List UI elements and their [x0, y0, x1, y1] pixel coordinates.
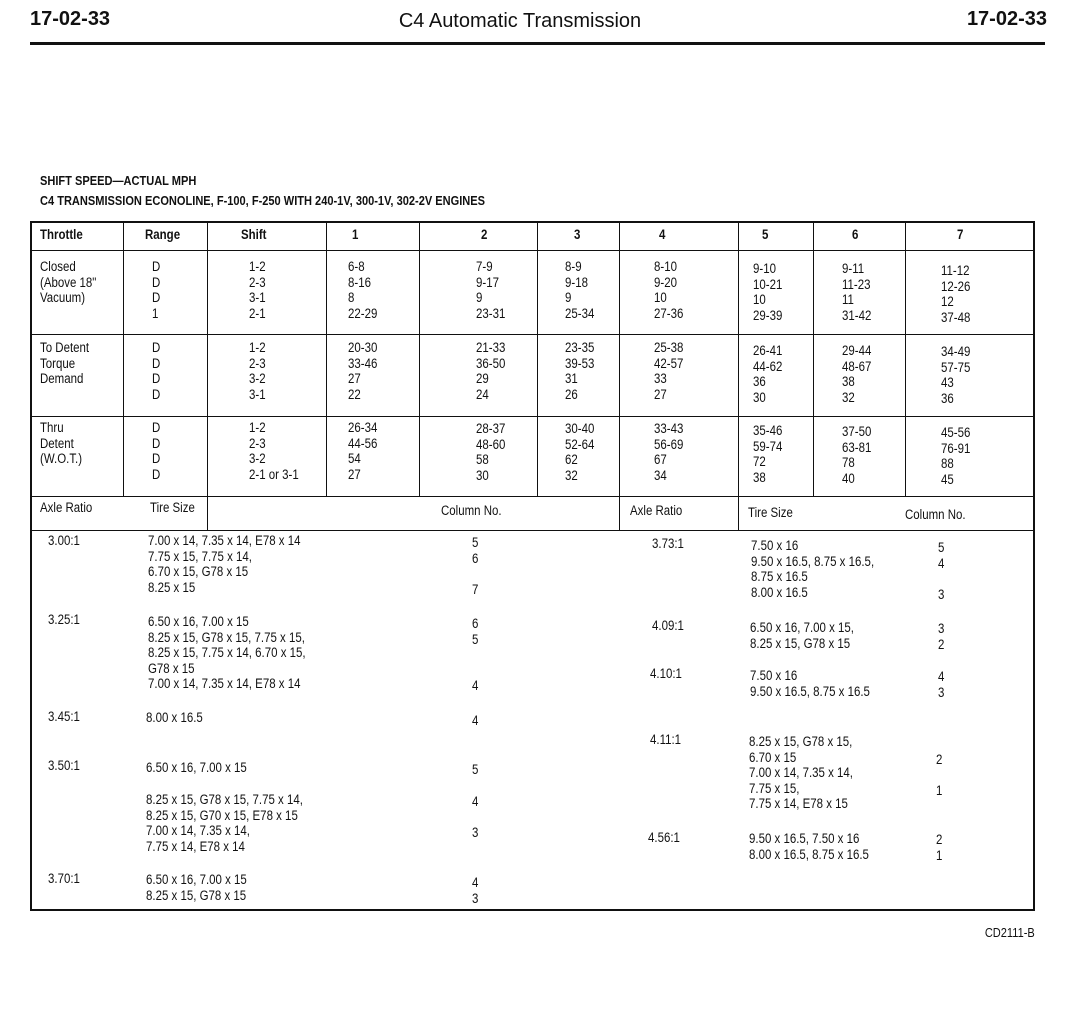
- shift-cell: 1-2 2-3 3-1 2-1: [249, 259, 266, 321]
- tire-sizes: 7.50 x 16 9.50 x 16.5, 8.75 x 16.5: [750, 668, 870, 699]
- column-no-header-right: Column No.: [905, 507, 966, 522]
- throttle-cell: Closed (Above 18" Vacuum): [40, 259, 97, 305]
- throttle-cell: To Detent Torque Demand: [40, 340, 90, 386]
- tire-sizes: 8.25 x 15, G78 x 15, 7.75 x 14, 8.25 x 15, G70 x 15, E78 x 15 7.00 x 14, 7.35 x 14, 7.75 x 14, E78 x 14: [146, 792, 303, 854]
- speed-cell: 28-37 48-60 58 30: [476, 421, 506, 483]
- header-col-1: 1: [352, 227, 359, 242]
- axle-header-divider: [30, 530, 1035, 531]
- tire-sizes: 8.25 x 15, G78 x 15, 6.70 x 15 7.00 x 14, 7.35 x 14, 7.75 x 15, 7.75 x 14, E78 x 15: [749, 734, 853, 811]
- axle-ratio: 3.00:1: [48, 533, 80, 548]
- axle-ratio: 3.50:1: [48, 758, 80, 773]
- range-cell: D D D D: [152, 340, 161, 402]
- header-col-5: 5: [762, 227, 769, 242]
- speed-cell: 23-35 39-53 31 26: [565, 340, 595, 402]
- column-divider: [905, 221, 906, 496]
- column-numbers: 6 5 4: [472, 616, 479, 693]
- header-col-2: 2: [481, 227, 488, 242]
- axle-ratio: 4.10:1: [650, 666, 682, 681]
- column-numbers: 5 6 7: [472, 535, 479, 597]
- header-col-3: 3: [574, 227, 581, 242]
- speed-cell: 21-33 36-50 29 24: [476, 340, 506, 402]
- header-rule: [30, 42, 1045, 45]
- tire-sizes: 8.00 x 16.5: [146, 710, 203, 725]
- header-col-7: 7: [957, 227, 964, 242]
- header-col-4: 4: [659, 227, 666, 242]
- header-range: Range: [145, 227, 181, 242]
- header-row-divider: [30, 250, 1035, 251]
- axle-ratio-header-right: Axle Ratio: [630, 503, 683, 518]
- tire-size-header-right: Tire Size: [748, 505, 793, 520]
- header-throttle: Throttle: [40, 227, 83, 242]
- page-title: C4 Automatic Transmission: [398, 10, 642, 32]
- tire-sizes: 6.50 x 16, 7.00 x 15 8.25 x 15, G78 x 15: [146, 872, 247, 903]
- table-caption-line1: SHIFT SPEED—ACTUAL MPH: [40, 173, 197, 188]
- speed-cell: 25-38 42-57 33 27: [654, 340, 684, 402]
- speed-cell: 9-10 10-21 10 29-39: [753, 261, 783, 323]
- column-numbers: 2 1: [936, 751, 943, 798]
- tire-sizes: 7.00 x 14, 7.35 x 14, E78 x 14 7.75 x 15, 7.75 x 14, 6.70 x 15, G78 x 15 8.25 x 15: [148, 533, 301, 595]
- speed-cell: 30-40 52-64 62 32: [565, 421, 595, 483]
- column-numbers: 4 3: [938, 669, 945, 700]
- figure-code: CD2111-B: [985, 925, 1035, 940]
- column-divider: [123, 221, 124, 496]
- row-divider: [30, 416, 1035, 417]
- page-number-right: 17-02-33: [966, 8, 1047, 30]
- column-numbers: 2 1: [936, 832, 943, 863]
- speed-cell: 6-8 8-16 8 22-29: [348, 259, 378, 321]
- page-number-left: 17-02-33: [30, 8, 111, 30]
- tire-sizes: 6.50 x 16, 7.00 x 15 8.25 x 15, G78 x 15, 7.75 x 15, 8.25 x 15, 7.75 x 14, 6.70 x 15, G78 x 15 7.00 x 14, 7.35 x 14, E78 x 14: [148, 614, 306, 691]
- column-numbers: 5: [472, 762, 479, 777]
- speed-cell: 37-50 63-81 78 40: [842, 424, 872, 486]
- axle-ratio: 4.09:1: [652, 618, 684, 633]
- tire-size-header: Tire Size: [150, 500, 195, 515]
- speed-cell: 26-41 44-62 36 30: [753, 343, 783, 405]
- row-divider: [30, 496, 1035, 497]
- column-numbers: 4 3: [472, 875, 479, 906]
- speed-cell: 11-12 12-26 12 37-48: [941, 263, 971, 325]
- speed-cell: 8-10 9-20 10 27-36: [654, 259, 684, 321]
- speed-cell: 26-34 44-56 54 27: [348, 420, 378, 482]
- column-divider: [738, 221, 739, 530]
- column-numbers: 3 2: [938, 621, 945, 652]
- tire-sizes: 6.50 x 16, 7.00 x 15: [146, 760, 247, 775]
- speed-cell: 29-44 48-67 38 32: [842, 343, 872, 405]
- table-caption-line2: C4 TRANSMISSION ECONOLINE, F-100, F-250 WITH 240-1V, 300-1V, 302-2V ENGINES: [40, 193, 486, 208]
- tire-sizes: 7.50 x 16 9.50 x 16.5, 8.75 x 16.5, 8.75 x 16.5 8.00 x 16.5: [751, 538, 875, 600]
- speed-cell: 35-46 59-74 72 38: [753, 423, 783, 485]
- range-cell: D D D 1: [152, 259, 161, 321]
- speed-cell: 34-49 57-75 43 36: [941, 344, 971, 406]
- column-divider: [813, 221, 814, 496]
- row-divider: [30, 334, 1035, 335]
- axle-ratio: 3.70:1: [48, 871, 80, 886]
- axle-ratio: 4.56:1: [648, 830, 680, 845]
- speed-cell: 45-56 76-91 88 45: [941, 425, 971, 487]
- column-numbers: 4 3: [472, 794, 479, 840]
- column-divider: [419, 221, 420, 496]
- axle-ratio: 3.73:1: [652, 536, 684, 551]
- speed-cell: 33-43 56-69 67 34: [654, 421, 684, 483]
- axle-ratio: 3.45:1: [48, 709, 80, 724]
- column-numbers: 4: [472, 713, 479, 728]
- speed-cell: 9-11 11-23 11 31-42: [842, 261, 872, 323]
- axle-ratio: 4.11:1: [650, 732, 682, 747]
- tire-sizes: 9.50 x 16.5, 7.50 x 16 8.00 x 16.5, 8.75 x 16.5: [749, 831, 869, 862]
- column-numbers: 5 4 3: [938, 540, 945, 602]
- header-col-6: 6: [852, 227, 859, 242]
- axle-ratio: 3.25:1: [48, 612, 80, 627]
- axle-ratio-header: Axle Ratio: [40, 500, 93, 515]
- column-divider: [207, 221, 208, 530]
- speed-cell: 8-9 9-18 9 25-34: [565, 259, 595, 321]
- shift-cell: 1-2 2-3 3-2 3-1: [249, 340, 266, 402]
- speed-cell: 20-30 33-46 27 22: [348, 340, 378, 402]
- header-shift: Shift: [241, 227, 267, 242]
- column-divider: [619, 221, 620, 530]
- column-no-header: Column No.: [441, 503, 502, 518]
- throttle-cell: Thru Detent (W.O.T.): [40, 420, 83, 466]
- speed-cell: 7-9 9-17 9 23-31: [476, 259, 506, 321]
- range-cell: D D D D: [152, 420, 161, 482]
- column-divider: [537, 221, 538, 496]
- tire-sizes: 6.50 x 16, 7.00 x 15, 8.25 x 15, G78 x 15: [750, 620, 854, 651]
- column-divider: [326, 221, 327, 496]
- shift-cell: 1-2 2-3 3-2 2-1 or 3-1: [249, 420, 299, 482]
